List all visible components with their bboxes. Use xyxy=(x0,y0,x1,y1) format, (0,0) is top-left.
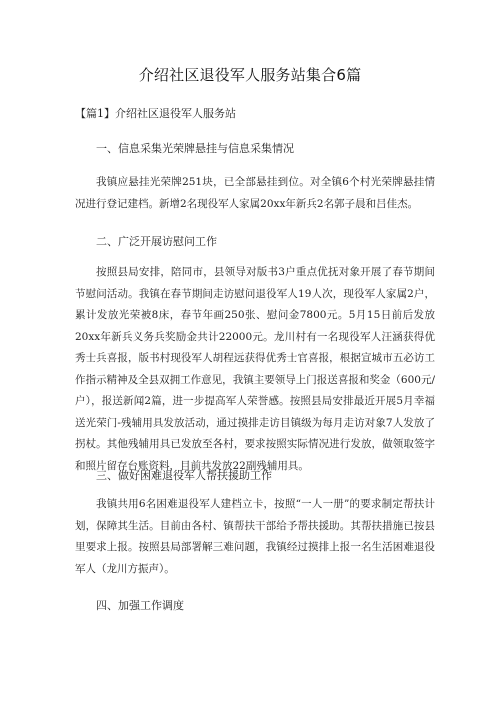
section-label: 【篇1】介绍社区退役军人服务站 xyxy=(75,107,236,120)
document-title: 介绍社区退役军人服务站集合6篇 xyxy=(138,66,362,84)
section-body-3: 我镇共用6名困难退役军人建档立卡，按照“一人一册”的要求制定帮扶计划，保障其生活。目前由各村、镇帮扶干部给予帮扶援助。其帮扶措施已按县里要求上报。按照县局部署解三难问题，我镇经过摸排上报一名生活困难退役军人（龙川方振声）。 xyxy=(75,498,435,575)
section-heading-2: 二、广泛开展访慰问工作 xyxy=(96,235,217,248)
section-body-2: 按照县局安排，陪同市，县领导对版书3户重点优抚对象开展了春节期间节慰问活动。我镇在春节期间走访慰问退役军人19人次，现役军人家属2户，累计发放光荣被8床，春节年画250张、慰问金7800元。5月15日前后发放20xx年新兵义务兵奖励金共计22000元。龙川村有一名现役军人汪涵获得优秀士兵喜报，版书村现役军人胡程远获得优秀士官喜报，根据宣城市五必访工作指示精神及全县双拥工作意见，我镇主要领导上门报送喜报和奖金（600元/户），报送新闻2篇，进一步提高军人荣誉感。按照县局安排最近开展5月幸福送光荣门-残辅用具发放活动，通过摸排走访目镇级为每月走访对象7人发放了拐杖。其他残辅用具已发放至各村，要求按照实际情况进行发放，做领取签字和照片留存台账资料，目前共发放22副残辅用具。 xyxy=(75,266,435,472)
section-body-1: 我镇应悬挂光荣牌251块，已全部悬挂到位。对全镇6个村光荣牌悬挂情况进行登记建档。新增2名现役军人家属20xx年新兵2名郭子晨和吕佳杰。 xyxy=(75,176,435,210)
section-heading-4: 四、加强工作调度 xyxy=(96,599,184,612)
section-heading-3: 三、做好困难退役军人帮扶援助工作 xyxy=(96,469,272,482)
section-heading-1: 一、信息采集光荣牌悬挂与信息采集情况 xyxy=(96,142,294,155)
